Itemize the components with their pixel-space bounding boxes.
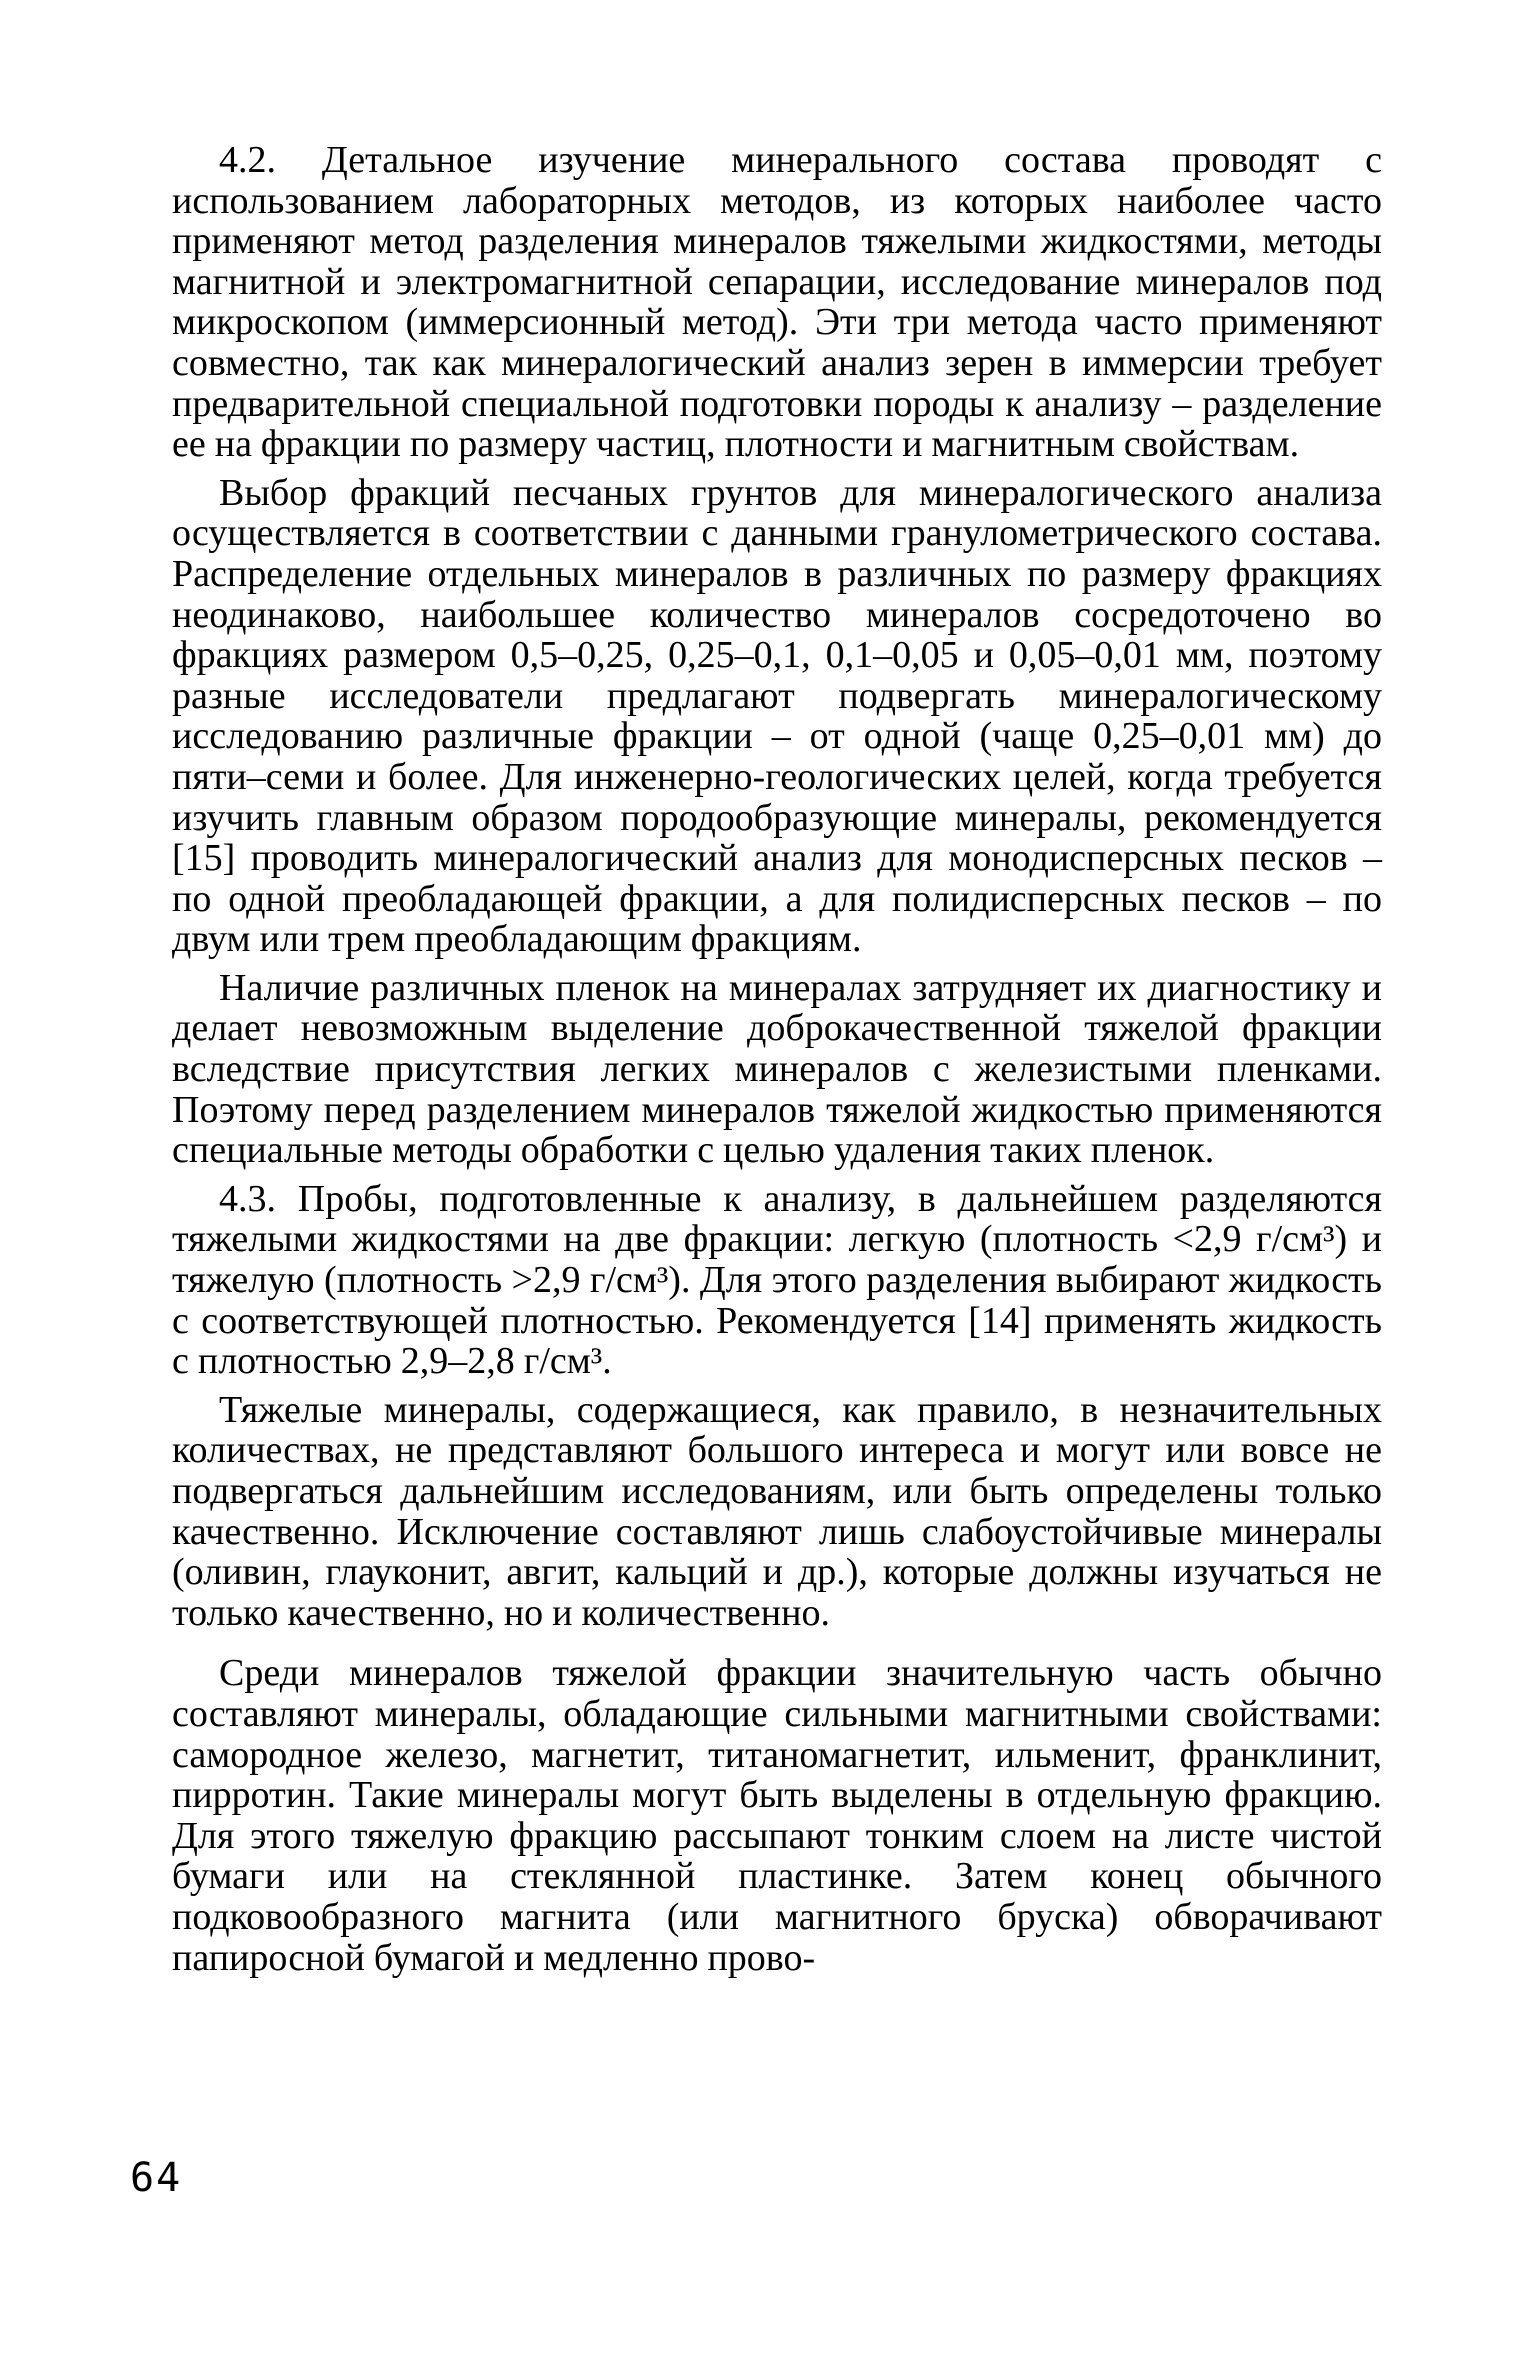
paragraph-4-3-heavy-liquids: 4.3. Пробы, подготовленные к анализу, в дальнейшем разделяются тяжелыми жидкостями на две фракции: легкую (плотность <2,9 г/см³) и тяжелую (плотность >2,9 г/см³). Для этого разделения выбирают жидкость с соответствующей плотностью. Рекомендуется [14] применять жидкость с плотностью 2,9–2,8 г/см³.: [172, 1177, 1382, 1383]
paragraph-magnetic-minerals: Среди минералов тяжелой фракции значительную часть обычно составляют минералы, обладающие сильными магнитными свойствами: самородное железо, магнетит, титаномагнетит, ильменит, франклинит, пирротин. Такие минералы могут быть выделены в отдельную фракцию. Для этого тяжелую фракцию рассыпают тонким слоем на листе чистой бумаги или на стеклянной пластинке. Затем конец обычного подковообразного магнита (или магнитного бруска) обворачивают папиросной бумагой и медленно прово-: [172, 1652, 1382, 1979]
body-text: [172, 140, 1382, 1978]
page-number: 64: [130, 2155, 183, 2201]
paragraph-heavy-minerals: Тяжелые минералы, содержащиеся, как правило, в незначительных количествах, не представляют большого интереса и могут или вовсе не подвергаться дальнейшим исследованиям, или быть определены только качественно. Исключение составляют лишь слабоустойчивые минералы (оливин, глауконит, авгит, кальций и др.), которые должны изучаться не только качественно, но и количественно.: [172, 1388, 1382, 1634]
paragraph-fraction-selection: Выбор фракций песчаных грунтов для минералогического анализа осуществляется в соответствии с данными гранулометрического состава. Распределение отдельных минералов в различных по размеру фракциях неодинаково, наибольшее количество минералов сосредоточено во фракциях размером 0,5–0,25, 0,25–0,1, 0,1–0,05 и 0,05–0,01 мм, поэтому разные исследователи предлагают подвергать минералогическому исследованию различные фракции – от одной (чаще 0,25–0,01 мм) до пяти–семи и более. Для инженерно-геологических целей, когда требуется изучить главным образом породообразующие минералы, рекомендуется [15] проводить минералогический анализ для монодисперсных песков – по одной преобладающей фракции, а для полидисперсных песков – по двум или трем преобладающим фракциям.: [172, 471, 1382, 961]
paragraph-4-2-detailed-study: 4.2. Детальное изучение минерального состава проводят с использованием лабораторных методов, из которых наиболее часто применяют метод разделения минералов тяжелыми жидкостями, методы магнитной и электромагнитной сепарации, исследование минералов под микроскопом (иммерсионный метод). Эти три метода часто применяют совместно, так как минералогический анализ зерен в иммерсии требует предварительной специальной подготовки породы к анализу – разделение ее на фракции по размеру частиц, плотности и магнитным свойствам.: [172, 139, 1382, 466]
paragraph-mineral-films: Наличие различных пленок на минералах затрудняет их диагностику и делает невозможным выделение доброкачественной тяжелой фракции вследствие присутствия легких минералов с железистыми пленками. Поэтому перед разделением минералов тяжелой жидкостью применяются специальные методы обработки с целью удаления таких пленок.: [172, 966, 1382, 1172]
